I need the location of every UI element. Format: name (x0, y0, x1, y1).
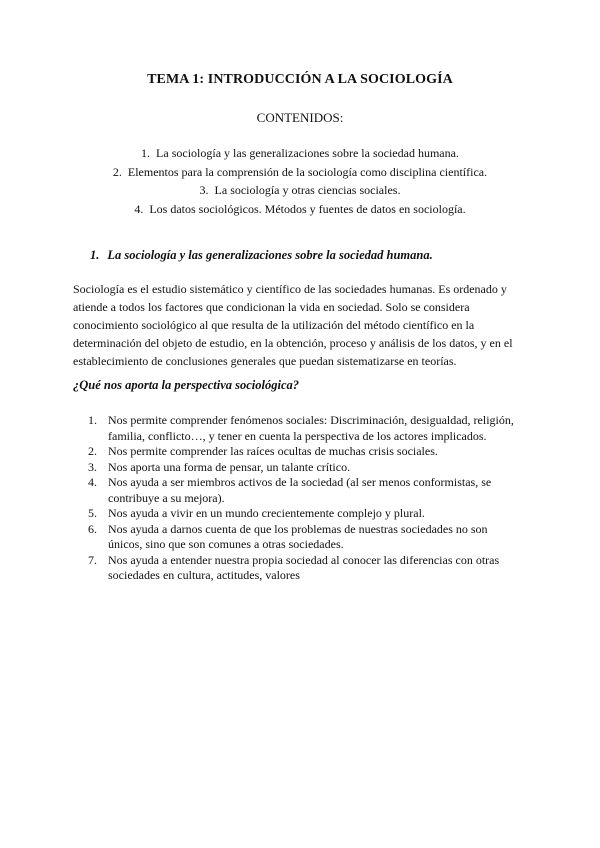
list-item-text: Nos permite comprender las raíces ocultas de muchas crisis sociales. (108, 444, 438, 458)
list-item-number: 2. (88, 444, 97, 458)
toc-item-number: 3. (199, 183, 209, 197)
toc-item-text: Elementos para la comprensión de la sociología como disciplina científica. (127, 164, 488, 179)
list-item (88, 444, 518, 460)
list-item (88, 475, 518, 506)
contents-heading: CONTENIDOS: (256, 110, 344, 125)
toc-item-number: 2. (112, 164, 122, 179)
section-heading (90, 248, 433, 263)
document-title: TEMA 1: INTRODUCCIÓN A LA SOCIOLOGÍA (147, 72, 453, 87)
toc-item (0, 181, 600, 200)
list-item (88, 553, 518, 584)
list-item-number: 3. (88, 459, 97, 474)
toc-item (0, 163, 600, 182)
subheading: ¿Qué nos aporta la perspectiva sociológica? (73, 378, 300, 392)
table-of-contents (0, 144, 600, 218)
list-item (88, 460, 518, 476)
toc-item-text: La sociología y otras ciencias sociales. (214, 183, 401, 197)
list-item-text: Nos ayuda a ser miembros activos de la sociedad (al ser menos conformistas, se contribuye a su mejora). (108, 475, 492, 505)
toc-item-text: La sociología y las generalizaciones sobre la sociedad humana. (156, 146, 459, 160)
toc-item (0, 144, 600, 163)
section-number: 1. (90, 248, 100, 262)
list-item-text: Nos ayuda a vivir en un mundo crecientemente complejo y plural. (108, 506, 425, 520)
list-item (88, 413, 518, 444)
list-item-number: 7. (88, 552, 97, 567)
list-item-text: Nos ayuda a darnos cuenta de que los problemas de nuestras sociedades no son únicos, sino que son comunes a otras sociedades. (108, 521, 488, 551)
list-item-text: Nos ayuda a entender nuestra propia sociedad al conocer las diferencias con otras sociedades en cultura, actitudes, valores (108, 552, 500, 582)
section-heading-text: La sociología y las generalizaciones sobre la sociedad humana. (107, 248, 433, 262)
toc-item-number: 1. (141, 146, 151, 160)
toc-item-number: 4. (134, 201, 144, 216)
toc-item-text: Los datos sociológicos. Métodos y fuentes de datos en sociología. (149, 201, 466, 216)
list-item-text: Nos aporta una forma de pensar, un talante crítico. (108, 459, 351, 474)
list-item-number: 4. (88, 475, 97, 489)
list-item-number: 5. (88, 506, 97, 520)
list-item-number: 6. (88, 521, 97, 536)
list-item-number: 1. (88, 413, 97, 427)
benefits-list (88, 413, 518, 584)
list-item (88, 522, 518, 553)
definition-paragraph: Sociología es el estudio sistemático y científico de las sociedades humanas. Es ordenado y atiende a todos los factores que condicionan la vida en sociedad. Solo se considera conocimiento sociológico al que resulta de la utilización del método científico en la determinación del objeto de estudio, en la obtención, proceso y análisis de los datos, y en el establecimiento de conclusiones generales que puedan sistematizarse en teorías. (73, 282, 513, 368)
toc-item (0, 200, 600, 219)
list-item (88, 506, 518, 522)
list-item-text: Nos permite comprender fenómenos sociales: Discriminación, desigualdad, religión, familia, conflicto…, y tener en cuenta la perspectiva de los actores implicados. (108, 413, 514, 443)
